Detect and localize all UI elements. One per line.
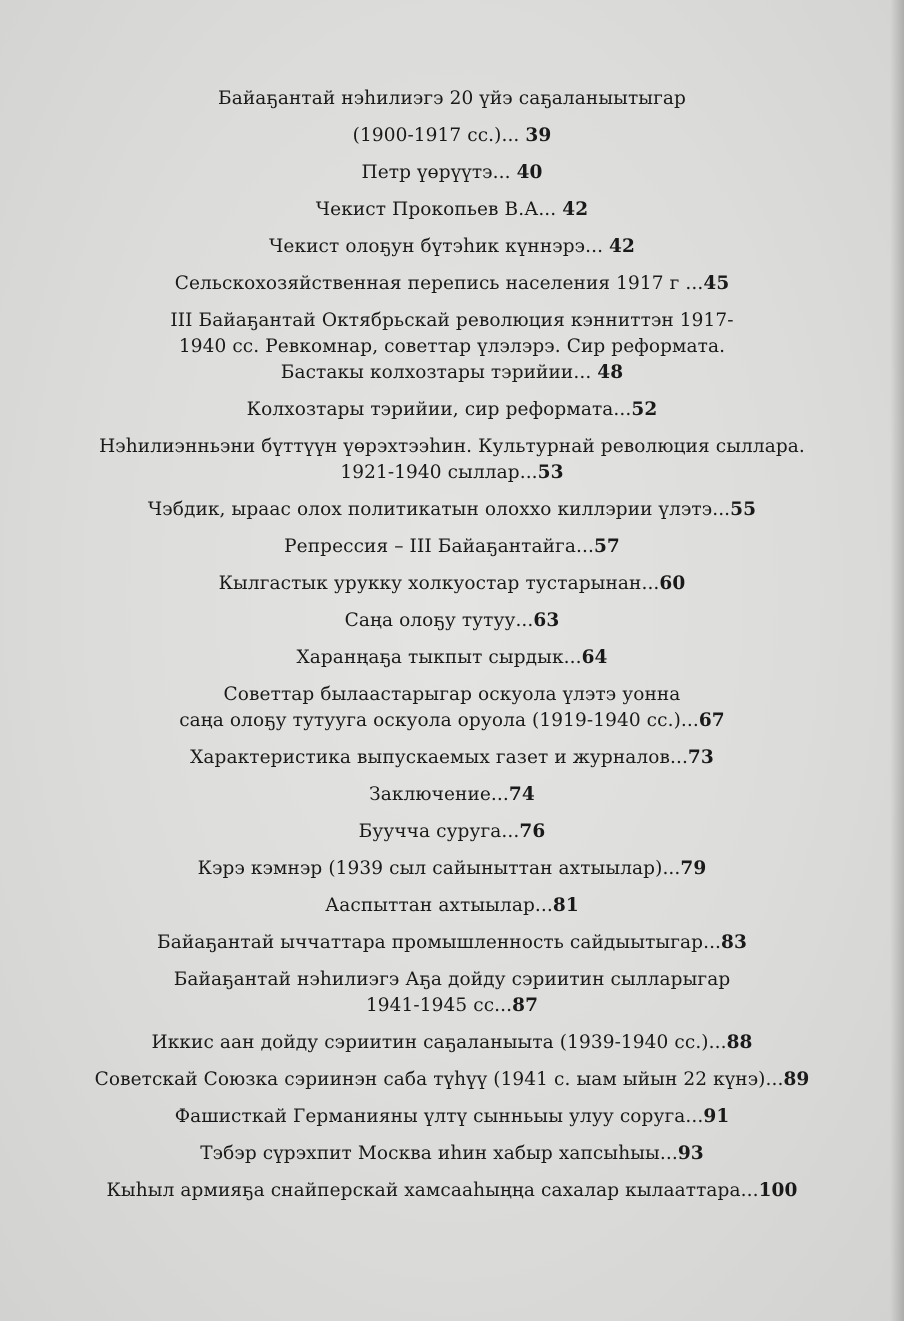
toc-entry-line (40, 645, 864, 671)
toc-entry (40, 1030, 864, 1056)
toc-page-number: 81 (552, 895, 579, 916)
table-of-contents (40, 86, 864, 1215)
toc-page-number: 79 (680, 858, 707, 879)
toc-entry-text: Чэбдик, ыраас олох политикатын олоххо киллэрии үлэтэ... (147, 499, 731, 520)
toc-entry-line (40, 782, 864, 808)
toc-entry-text: Чекист олоҕун бүтэһик күннэрэ... (269, 236, 610, 257)
toc-entry-line (40, 460, 864, 486)
toc-entry (40, 1067, 864, 1093)
toc-entry (40, 608, 864, 634)
toc-entry-line (40, 160, 864, 186)
toc-page-number: 93 (677, 1143, 704, 1164)
toc-entry (40, 782, 864, 808)
toc-page-number: 67 (698, 710, 725, 731)
toc-entry (40, 1141, 864, 1167)
page-edge-shadow (890, 0, 904, 1321)
toc-entry-line (40, 86, 864, 112)
toc-entry-text: Фашисткай Германияны үлтү сынньыы улуу соруга... (174, 1106, 704, 1127)
toc-page-number: 42 (562, 199, 589, 220)
toc-page-number: 73 (687, 747, 714, 768)
toc-entry-text: III Байаҕантай Октябрьскай революция кэнниттэн 1917- (170, 310, 734, 331)
toc-entry-text: Нэһилиэнньэни бүттүүн үөрэхтээһин. Культурнай революция сыллара. (99, 436, 805, 457)
toc-entry (40, 271, 864, 297)
toc-entry-text: 1940 сс. Ревкомнар, советтар үлэлэрэ. Сир реформата. (178, 336, 726, 357)
toc-entry-line (40, 856, 864, 882)
toc-entry (40, 160, 864, 186)
toc-page-number: 53 (537, 462, 564, 483)
toc-entry (40, 497, 864, 523)
toc-page-number: 76 (519, 821, 546, 842)
toc-entry (40, 434, 864, 486)
toc-entry-line (40, 893, 864, 919)
toc-entry-line (40, 745, 864, 771)
toc-page-number: 42 (609, 236, 635, 257)
toc-page-number: 83 (721, 932, 747, 953)
toc-entry (40, 308, 864, 386)
toc-entry-text: Репрессия – III Байаҕантайга... (284, 536, 594, 557)
toc-entry-text: Заключение... (369, 784, 509, 805)
toc-entry-text: Буучча суруга... (358, 821, 520, 842)
toc-entry-text: Характеристика выпускаемых газет и журналов... (190, 747, 688, 768)
toc-entry-text: саңа олоҕу тутууга оскуола оруола (1919-1940 сс.)... (179, 710, 699, 731)
toc-entry-line (40, 1141, 864, 1167)
toc-page-number: 39 (525, 125, 552, 146)
toc-entry-line (40, 234, 864, 260)
toc-entry (40, 234, 864, 260)
toc-page-number: 40 (516, 162, 543, 183)
toc-entry (40, 967, 864, 1019)
toc-entry-line (40, 571, 864, 597)
toc-page-number: 57 (593, 536, 620, 557)
toc-entry-line (40, 1178, 864, 1204)
toc-entry (40, 86, 864, 112)
toc-entry-line (40, 682, 864, 708)
toc-entry-line (40, 123, 864, 149)
toc-entry (40, 123, 864, 149)
toc-page-number: 48 (597, 362, 624, 383)
toc-page-number: 87 (512, 995, 539, 1016)
toc-entry (40, 893, 864, 919)
toc-entry-text: Байаҕантай нэһилиэгэ Аҕа дойду сэриитин сылларыгар (173, 969, 731, 990)
toc-page-number: 45 (703, 273, 730, 294)
toc-entry-line (40, 397, 864, 423)
toc-entry (40, 645, 864, 671)
toc-entry-text: Тэбэр сүрэхпит Москва иһин хабыр хапсыһыы... (200, 1143, 678, 1164)
toc-page-number: 88 (726, 1032, 753, 1053)
toc-entry-line (40, 334, 864, 360)
toc-entry-text: Ааспыттан ахтыылар... (325, 895, 553, 916)
toc-entry-line (40, 360, 864, 386)
toc-entry-line (40, 1104, 864, 1130)
toc-entry-text: Саңа олоҕу тутуу... (344, 610, 534, 631)
toc-entry-line (40, 1067, 864, 1093)
toc-entry-line (40, 608, 864, 634)
toc-entry-text: 1941-1945 сс... (365, 995, 513, 1016)
toc-entry (40, 856, 864, 882)
toc-entry-line (40, 434, 864, 460)
toc-entry-text: Байаҕантай нэһилиэгэ 20 үйэ саҕаланыытыгар (218, 88, 686, 109)
toc-entry-text: Колхозтары тэрийии, сир реформата... (246, 399, 632, 420)
toc-entry-line (40, 197, 864, 223)
toc-entry-text: Кэрэ кэмнэр (1939 сыл сайыныттан ахтыылар)... (197, 858, 681, 879)
toc-entry-line (40, 930, 864, 956)
toc-entry-text: Советскай Союзка сэриинэн саба түһүү (1941 с. ыам ыйын 22 күнэ)... (94, 1069, 784, 1090)
toc-entry-line (40, 993, 864, 1019)
toc-entry-text: Советтар былаастарыгар оскуола үлэтэ уонна (223, 684, 681, 705)
toc-entry-text: Кыһыл армияҕа снайперскай хамсааһыңңа сахалар кылааттара... (106, 1180, 759, 1201)
toc-entry-text: (1900-1917 сс.)... (352, 125, 526, 146)
toc-entry (40, 534, 864, 560)
toc-entry-text: Петр үөрүүтэ... (361, 162, 517, 183)
toc-entry-text: 1921-1940 сыллар... (340, 462, 538, 483)
toc-page-number: 74 (508, 784, 535, 805)
toc-page-number: 60 (659, 573, 686, 594)
toc-entry (40, 1104, 864, 1130)
toc-page-number: 55 (730, 499, 757, 520)
toc-entry (40, 745, 864, 771)
toc-entry-text: Кылгастык урукку холкуостар тустарынан... (218, 573, 660, 594)
toc-entry (40, 571, 864, 597)
toc-entry-line (40, 271, 864, 297)
toc-entry-line (40, 819, 864, 845)
toc-entry-line (40, 308, 864, 334)
toc-entry (40, 1178, 864, 1204)
toc-entry (40, 930, 864, 956)
toc-page-number: 64 (581, 647, 608, 668)
toc-entry-text: Чекист Прокопьев В.А... (315, 199, 563, 220)
toc-entry-text: Бастакы колхозтары тэрийии... (280, 362, 598, 383)
toc-entry-line (40, 534, 864, 560)
toc-entry-text: Байаҕантай ыччаттара промышленность сайдыытыгар... (157, 932, 722, 953)
toc-entry (40, 197, 864, 223)
toc-entry-line (40, 967, 864, 993)
toc-page-number: 52 (631, 399, 658, 420)
toc-page-number: 63 (533, 610, 560, 631)
toc-entry-text: Сельскохозяйственная перепись населения 1917 г ... (174, 273, 704, 294)
toc-entry-line (40, 1030, 864, 1056)
toc-page-number: 89 (783, 1069, 810, 1090)
toc-page-number: 91 (703, 1106, 730, 1127)
toc-entry (40, 397, 864, 423)
toc-entry-line (40, 497, 864, 523)
toc-entry (40, 682, 864, 734)
toc-entry-text: Харанңаҕа тыкпыт сырдык... (296, 647, 582, 668)
toc-entry (40, 819, 864, 845)
toc-entry-text: Иккис аан дойду сэриитин саҕаланыыта (1939-1940 сс.)... (151, 1032, 727, 1053)
toc-entry-line (40, 708, 864, 734)
toc-page-number: 100 (758, 1180, 798, 1201)
